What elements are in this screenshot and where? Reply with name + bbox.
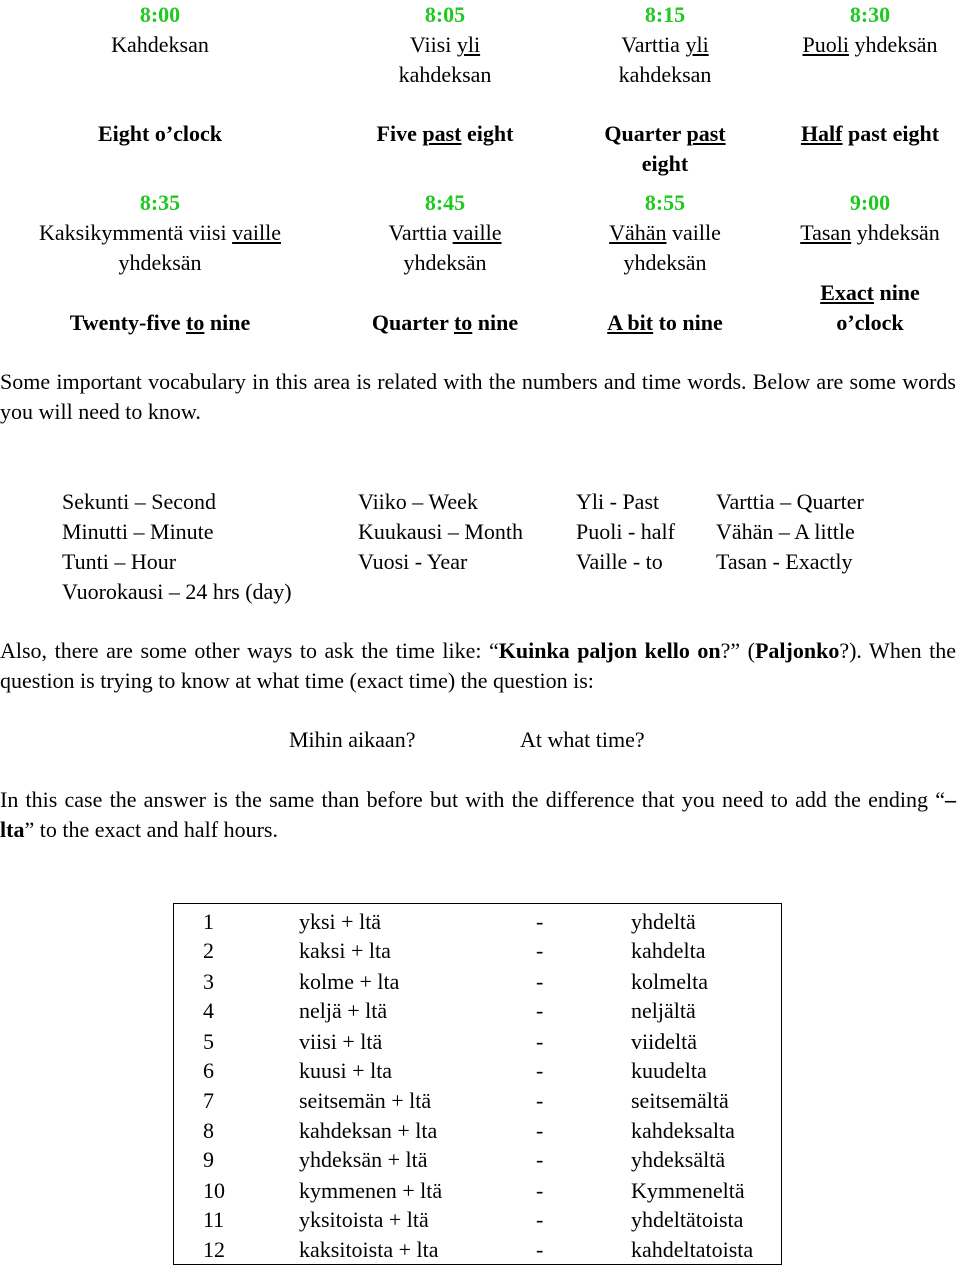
stem-plus-suffix: kuusi + lta: [299, 1058, 393, 1083]
time-cell-800: [40, 0, 280, 60]
word-underlined: Exact: [820, 280, 874, 305]
result-form: seitsemältä: [631, 1088, 729, 1113]
stem-plus-suffix: viisi + ltä: [299, 1029, 383, 1054]
stem-plus-suffix: kaksitoista + lta: [299, 1237, 439, 1262]
ending-table: [173, 903, 782, 1265]
stem-plus-suffix: kymmenen + ltä: [299, 1178, 443, 1203]
row-number: 11: [203, 1207, 225, 1232]
vocab-col-4: [716, 487, 864, 577]
english-line2: eight: [641, 151, 689, 176]
ask-paragraph: [0, 636, 956, 696]
word-underlined: past: [422, 121, 462, 146]
table-row: [174, 1086, 781, 1116]
word-underlined: yli: [456, 32, 481, 57]
table-row: [174, 1235, 781, 1265]
ending-text-2: ” to the exact and half hours.: [24, 817, 278, 842]
word: yhdeksän: [856, 220, 940, 245]
word-underlined: yli: [685, 32, 709, 57]
word-underlined: A bit: [607, 310, 654, 335]
time-label: 9:00: [849, 190, 891, 215]
stem-plus-suffix: kaksi + lta: [299, 938, 391, 963]
stem-plus-suffix: seitsemän + ltä: [299, 1088, 432, 1113]
row-dash: -: [536, 1207, 544, 1232]
ending-suffix: – lta: [0, 787, 956, 842]
result-form: kahdelta: [631, 938, 706, 963]
time-cell-835: [0, 188, 320, 278]
word: Varttia: [621, 32, 680, 57]
word: yhdeksän: [854, 32, 938, 57]
row-number: 7: [203, 1088, 214, 1113]
time-cell-855: [545, 188, 785, 278]
finnish-phrase: Kahdeksan: [111, 32, 209, 57]
word: Viisi: [409, 32, 452, 57]
time-label: 8:00: [139, 2, 181, 27]
word: vaille: [672, 220, 721, 245]
english-phrase-900: [750, 278, 960, 338]
row-number: 12: [203, 1237, 225, 1262]
time-label: 8:35: [139, 190, 181, 215]
vocab-item: Sekunti – Second: [62, 489, 216, 514]
row-dash: -: [536, 1147, 544, 1172]
english-phrase-800: Eight o’clock: [97, 121, 223, 146]
question-en: At what time?: [520, 727, 645, 752]
finnish-phrase-line2: kahdeksan: [398, 62, 492, 87]
vocab-item: Vuorokausi – 24 hrs (day): [62, 579, 292, 604]
row-dash: -: [536, 1118, 544, 1143]
result-form: yhdeksältä: [631, 1147, 726, 1172]
vocab-col-1: [62, 487, 292, 607]
vocab-item: Varttia – Quarter: [716, 489, 864, 514]
vocab-item: Vähän – A little: [716, 519, 855, 544]
row-dash: -: [536, 909, 544, 934]
word: Twenty-five: [69, 310, 181, 335]
word: to nine: [658, 310, 723, 335]
word: nine: [477, 310, 519, 335]
word-underlined: Puoli: [802, 32, 849, 57]
vocab-item: Tasan - Exactly: [716, 549, 853, 574]
ask-text-2: ?” (: [720, 638, 755, 663]
finnish-phrase: [325, 218, 565, 248]
row-number: 5: [203, 1029, 214, 1054]
english-phrase-845: [325, 308, 565, 338]
word: nine: [879, 280, 920, 305]
vocab-col-3: [576, 487, 675, 577]
english-line2: o’clock: [836, 310, 904, 335]
time-label: 8:15: [644, 2, 686, 27]
word-underlined: vaille: [452, 220, 502, 245]
word-underlined: Half: [800, 121, 843, 146]
time-cell-805: [325, 0, 565, 90]
finnish-phrase: [750, 30, 960, 60]
table-row: [174, 967, 781, 997]
table-row: [174, 1116, 781, 1146]
vocab-item: Viiko – Week: [358, 489, 478, 514]
word: Five: [376, 121, 417, 146]
result-form: kolmelta: [631, 969, 708, 994]
finnish-phrase: [750, 218, 960, 248]
english-phrase-805: [325, 119, 565, 149]
vocab-item: Kuukausi – Month: [358, 519, 523, 544]
word: Quarter: [371, 310, 449, 335]
finnish-phrase: [325, 30, 565, 60]
result-form: neljältä: [631, 998, 696, 1023]
row-number: 10: [203, 1178, 225, 1203]
ask-phrase-short: Paljonko: [754, 638, 840, 663]
word-underlined: vaille: [232, 220, 281, 245]
english-phrase-855: [545, 308, 785, 338]
vocab-item: Puoli - half: [576, 519, 675, 544]
row-number: 9: [203, 1147, 214, 1172]
time-cell-900: [750, 188, 960, 248]
table-row: [174, 1205, 781, 1235]
stem-plus-suffix: kolme + lta: [299, 969, 400, 994]
table-row: [174, 996, 781, 1026]
row-number: 3: [203, 969, 214, 994]
ending-text-1: In this case the answer is the same than before but with the difference that you need to add the ending “: [0, 787, 945, 812]
word: nine: [209, 310, 251, 335]
vocab-item: Minutti – Minute: [62, 519, 214, 544]
row-number: 8: [203, 1118, 214, 1143]
english-phrase-815: [545, 119, 785, 179]
stem-plus-suffix: kahdeksan + lta: [299, 1118, 438, 1143]
english-phrase-835: [20, 308, 300, 338]
row-dash: -: [536, 969, 544, 994]
ask-text-1: Also, there are some other ways to ask the time like: “: [0, 638, 499, 663]
row-dash: -: [536, 1088, 544, 1113]
finnish-phrase-line2: yhdeksän: [623, 250, 707, 275]
finnish-phrase-line2: kahdeksan: [618, 62, 712, 87]
result-form: kahdeltatoista: [631, 1237, 754, 1262]
stem-plus-suffix: yksitoista + ltä: [299, 1207, 429, 1232]
time-cell-830: [750, 0, 960, 60]
row-dash: -: [536, 998, 544, 1023]
word-underlined: Vähän: [609, 220, 667, 245]
stem-plus-suffix: neljä + ltä: [299, 998, 388, 1023]
word-underlined: Tasan: [800, 220, 852, 245]
word-underlined: to: [186, 310, 205, 335]
table-row: [174, 1145, 781, 1175]
finnish-phrase-line2: yhdeksän: [118, 250, 202, 275]
row-number: 6: [203, 1058, 214, 1083]
row-dash: -: [536, 1237, 544, 1262]
word-underlined: to: [453, 310, 473, 335]
time-cell-845: [325, 188, 565, 278]
vocab-item: Vaille - to: [576, 549, 663, 574]
vocab-col-2: [358, 487, 523, 577]
finnish-phrase: [0, 218, 320, 248]
result-form: kuudelta: [631, 1058, 707, 1083]
row-number: 2: [203, 938, 214, 963]
row-number: 1: [203, 909, 214, 934]
stem-plus-suffix: yksi + ltä: [299, 909, 382, 934]
finnish-phrase-line2: yhdeksän: [403, 250, 487, 275]
finnish-phrase: [545, 218, 785, 248]
result-form: yhdeltätoista: [631, 1207, 744, 1232]
time-label: 8:05: [424, 2, 466, 27]
ask-text-3: ?). When the question is trying to know at what time (exact time) the question is:: [0, 638, 956, 693]
ending-paragraph: [0, 785, 956, 845]
ask-phrase-full: Kuinka paljon kello on: [498, 638, 721, 663]
word: past eight: [848, 121, 940, 146]
table-row: [174, 907, 781, 937]
english-line1: [545, 119, 785, 149]
word: Varttia: [388, 220, 448, 245]
finnish-phrase: [545, 30, 785, 60]
word: Kaksikymmentä viisi: [39, 220, 227, 245]
result-form: viideltä: [631, 1029, 697, 1054]
table-row: [174, 1176, 781, 1206]
result-form: Kymmeneltä: [631, 1178, 745, 1203]
row-dash: -: [536, 1178, 544, 1203]
result-form: yhdeltä: [631, 909, 696, 934]
time-label: 8:45: [424, 190, 466, 215]
time-label: 8:30: [849, 2, 891, 27]
result-form: kahdeksalta: [631, 1118, 735, 1143]
vocab-item: Tunti – Hour: [62, 549, 177, 574]
row-number: 4: [203, 998, 214, 1023]
english-line1: [750, 278, 960, 308]
english-phrase-830: [750, 119, 960, 149]
word: Quarter: [604, 121, 681, 146]
table-row: [174, 1027, 781, 1057]
vocab-item: Yli - Past: [576, 489, 660, 514]
table-row: [174, 936, 781, 966]
word: eight: [467, 121, 514, 146]
word-underlined: past: [686, 121, 726, 146]
row-dash: -: [536, 1058, 544, 1083]
vocab-item: Vuosi - Year: [358, 549, 468, 574]
time-label: 8:55: [644, 190, 686, 215]
table-row: [174, 1056, 781, 1086]
time-cell-815: [545, 0, 785, 90]
stem-plus-suffix: yhdeksän + ltä: [299, 1147, 428, 1172]
row-dash: -: [536, 938, 544, 963]
intro-paragraph: Some important vocabulary in this area is related with the numbers and time words. Below are some words you will need to know.: [0, 369, 956, 424]
row-dash: -: [536, 1029, 544, 1054]
question-fi: Mihin aikaan?: [289, 727, 416, 752]
